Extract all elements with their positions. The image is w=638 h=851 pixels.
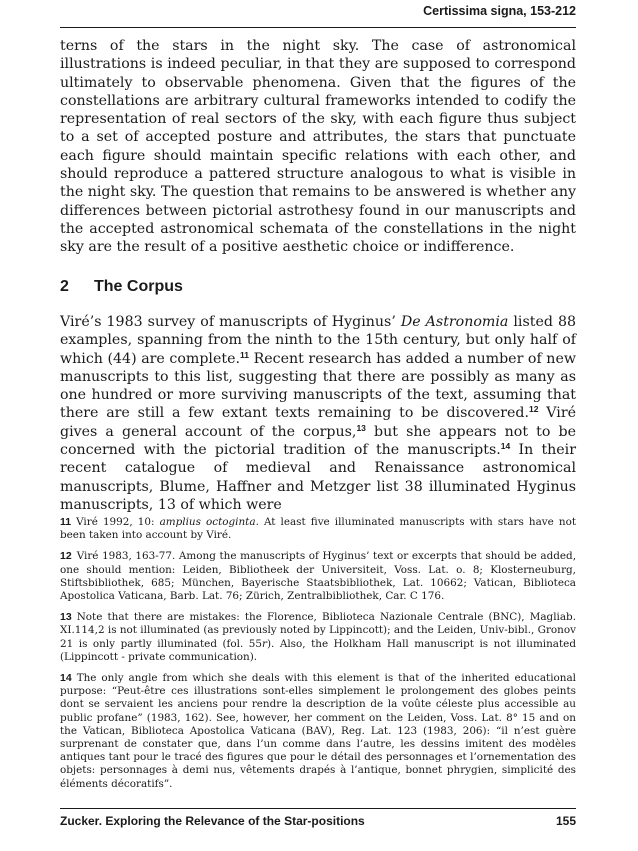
para2-text: Recent research has added a number of new manuscripts to this list, suggesting that there are possibly as many as one hundred or more surviving manuscripts of the text, assuming that there are still a few extant texts remaining to be discovered. [60,350,576,422]
footnote-11 [60,516,576,542]
para2-text: listed 88 examples, spanning from the ninth to the 15th century, but only half of which (44) are complete. [60,314,576,367]
running-foot: Zucker. Exploring the Relevance of the Star-positions [60,814,365,828]
footnote-text: Note that there are mistakes: the Florence, Biblioteca Nazionale Centrale (BNC), Magliab. XI.114,2 is not illuminated (as previously noted by Lippincott); and the Leiden, Univ-bibl., Gronov 21 is only partly illuminated (fol. 55 [60,611,576,650]
footnote-14 [60,672,576,791]
footnote-ref-13[interactable]: 13 [356,422,366,433]
para2-text: Viré gives a general account of the corpus, [60,405,576,440]
footnote-number: 13 [60,611,72,624]
footnote-ref-14[interactable]: 14 [500,441,511,452]
footnote-italic: amplius octoginta [159,516,256,528]
running-head: Certissima signa, 153-212 [423,4,576,18]
footnote-12 [60,550,576,603]
footnote-text: The only angle from which she deals with this element is that of the inherited educational purpose: “Peut-être ces illustrations sont-elles simplement le prolongement des globes peints dont se servaient les anciens pour rendre la description de la voûte céleste plus accessible au public profane” (1983, 162). See, however, her comment on the Leiden, Voss. Lat. 8° 15 and on the Vatican, Biblioteca Apostolica Vaticana (BAV), Reg. Lat. 123 (1983, 206): “il n’est guère surprenant de constater que, dans l’un comme dans l’autre, les dessins imitent des modèles antiques tant pour le tracé des figures que pour le détail des personnages et l’ornementation des objets: personnages à demi nus, vêtements drapés à l’antique, bonnet phrygien, simplicité des éléments décoratifs”. [60,672,576,790]
para2-text: In their recent catalogue of medieval and Renaissance astronomical manuscripts, Blume, Haffner and Metzger list 38 illuminated Hyginus manuscripts, 13 of which were [60,442,576,513]
body-paragraph-2 [60,313,576,514]
footnote-13 [60,611,576,664]
para2-text: but she appears not to be concerned with the pictorial tradition of the manuscripts. [60,423,577,459]
footnote-number: 11 [60,516,72,528]
footnote-text: Viré 1992, 10: [76,516,160,528]
section-number: 2 [60,278,69,295]
section-title: The Corpus [94,278,183,295]
work-title: De Astronomia [400,314,509,330]
para2-text: Viré’s 1983 survey of manuscripts of Hyginus’ [60,314,401,330]
header-rule [60,27,576,28]
footnote-text: ). Also, the Holkham Hall manuscript is not illuminated (Lippincott - private communication). [60,637,576,663]
footnote-ref-11[interactable]: 11 [239,349,249,360]
body-paragraph-1: terns of the stars in the night sky. The case of astronomical illustrations is indeed peculiar, in that they are supposed to correspond ultimately to observable phenomena. Given that the figures of the constellations are arbitrary cultural frameworks intended to codify the representation of real sectors of the sky, with each figure thus subject to a set of accepted posture and attributes, the stars that punctuate each figure should maintain specific relations with each other, and should reproduce a pattered structure analogous to what is visible in the night sky. The question that remains to be answered is whether any differences between pictorial astrothesy found in our manuscripts and the accepted astronomical schemata of the constellations in the night sky are the result of a positive aesthetic choice or indifference. [60,38,576,256]
footnotes [60,516,576,799]
footnote-number: 14 [60,672,72,685]
page-number: 155 [555,814,576,828]
footnote-number: 12 [60,550,72,563]
footnote-ref-12[interactable]: 12 [529,404,539,415]
footnote-text: Viré 1983, 163-77. Among the manuscripts of Hyginus’ text or excerpts that should be added, one should mention: Leiden, Bibliotheek der Universiteit, Voss. Lat. o. 8; Klosterneuburg, Stiftsbibliothek, 685; München, Bayerische Staatsbibliothek, Lat. 10662; Vatican, Biblioteca Apostolica Vaticana, Barb. Lat. 76; Zürich, Zentralbibliothek, Car. C 176. [60,550,576,603]
footnote-italic: r [262,637,267,650]
footer-rule [60,808,576,809]
footnote-text: . At least five illuminated manuscripts with stars have not been taken into account by Viré. [60,516,577,542]
section-heading [60,278,183,296]
